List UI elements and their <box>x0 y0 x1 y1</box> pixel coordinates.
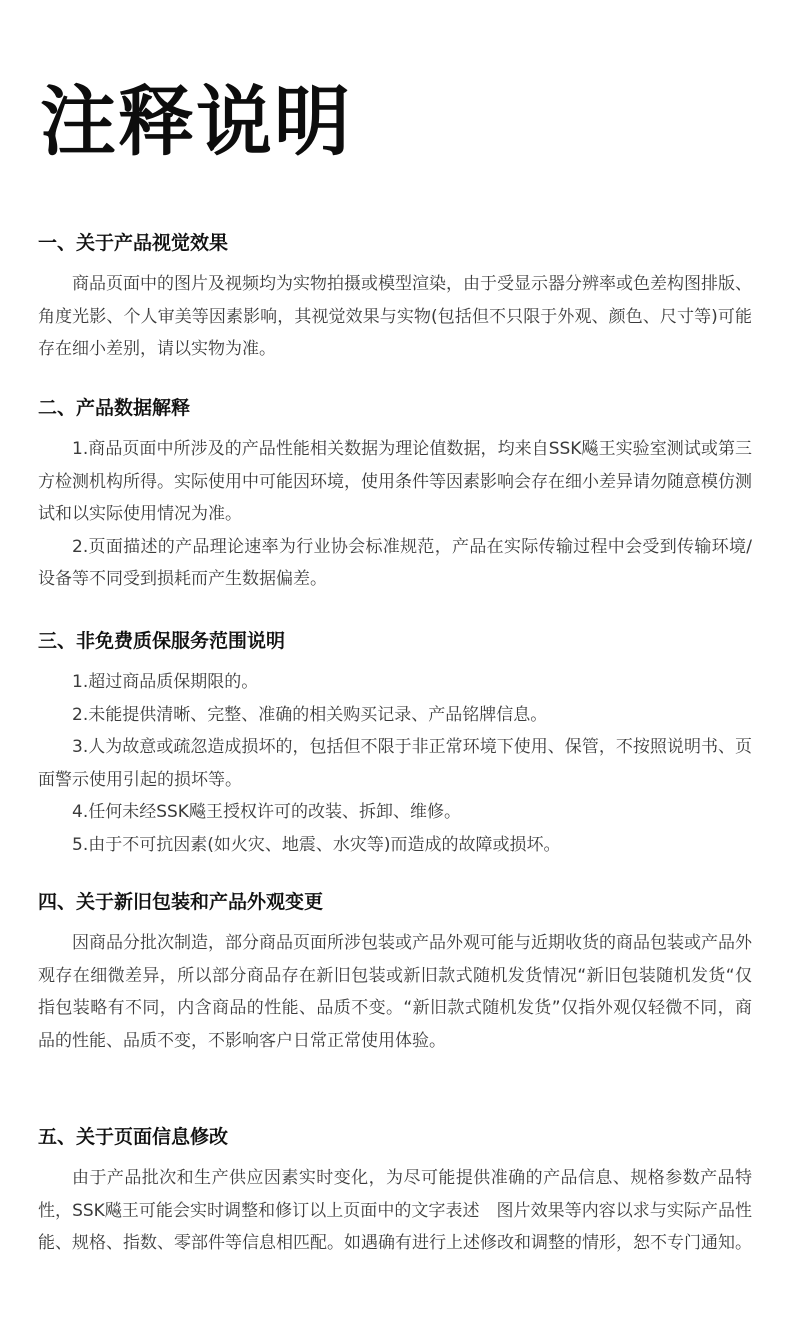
section-product-data <box>38 397 752 596</box>
section-paragraph: 3.人为故意或疏忽造成损坏的，包括但不限于非正常环境下使用、保管，不按照说明书、页面警示使用引起的损坏等。 <box>38 737 752 790</box>
page-title: 注释说明 <box>40 77 352 166</box>
section-heading: 五、关于页面信息修改 <box>38 1126 229 1148</box>
section-paragraph: 商品页面中的图片及视频均为实物拍摄或模型渲染，由于受显示器分辨率或色差构图排版、角度光影、个人审美等因素影响，其视觉效果与实物(包括但不只限于外观、颜色、尺寸等)可能存在细小差别，请以实物为准。 <box>38 274 752 359</box>
section-heading: 一、关于产品视觉效果 <box>38 232 229 254</box>
section-heading: 二、产品数据解释 <box>38 397 191 419</box>
heading-spacer <box>38 913 752 927</box>
section-paragraph: 2.未能提供清晰、完整、准确的相关购买记录、产品铭牌信息。 <box>72 704 548 725</box>
heading-spacer <box>38 1148 752 1162</box>
section-page-info-modification <box>38 1126 752 1260</box>
section-visual-effect <box>38 232 752 366</box>
section-heading: 三、非免费质保服务范围说明 <box>38 630 286 652</box>
section-paragraph: 4.任何未经SSK飚王授权许可的改装、拆卸、维修。 <box>72 802 461 822</box>
section-paragraph: 1.商品页面中所涉及的产品性能相关数据为理论值数据，均来自SSK飚王实验室测试或第三方检测机构所得。实际使用中可能因环境，使用条件等因素影响会存在细小差异请勿随意模仿测试和以实际使用情况为准。 <box>38 439 752 524</box>
section-heading: 四、关于新旧包装和产品外观变更 <box>38 891 324 913</box>
section-packaging-change <box>38 891 752 1057</box>
section-paragraph: 2.页面描述的产品理论速率为行业协会标准规范，产品在实际传输过程中会受到传输环境/设备等不同受到损耗而产生数据偏差。 <box>38 536 752 589</box>
section-paragraph: 由于产品批次和生产供应因素实时变化，为尽可能提供准确的产品信息、规格参数产品特性，SSK飚王可能会实时调整和修订以上页面中的文字表述 图片效果等内容以求与实际产品性能、规格、指数、零部件等信息相匹配。如遇确有进行上述修改和调整的情形，恕不专门通知。 <box>38 1168 752 1253</box>
section-warranty-scope <box>38 630 752 861</box>
heading-spacer <box>38 419 752 433</box>
heading-spacer <box>38 652 752 666</box>
section-paragraph: 1.超过商品质保期限的。 <box>72 672 259 692</box>
section-paragraph: 因商品分批次制造，部分商品页面所涉包装或产品外观可能与近期收货的商品包装或产品外观存在细微差异，所以部分商品存在新旧包装或新旧款式随机发货情况“新旧包装随机发货“仅指包装略有不同，内含商品的性能、品质不变。“新旧款式随机发货”仅指外观仅轻微不同，商品的性能、品质不变，不影响客户日常正常使用体验。 <box>38 933 752 1051</box>
heading-spacer <box>38 254 752 268</box>
section-paragraph: 5.由于不可抗因素(如火灾、地震、水灾等)而造成的故障或损坏。 <box>72 834 561 855</box>
